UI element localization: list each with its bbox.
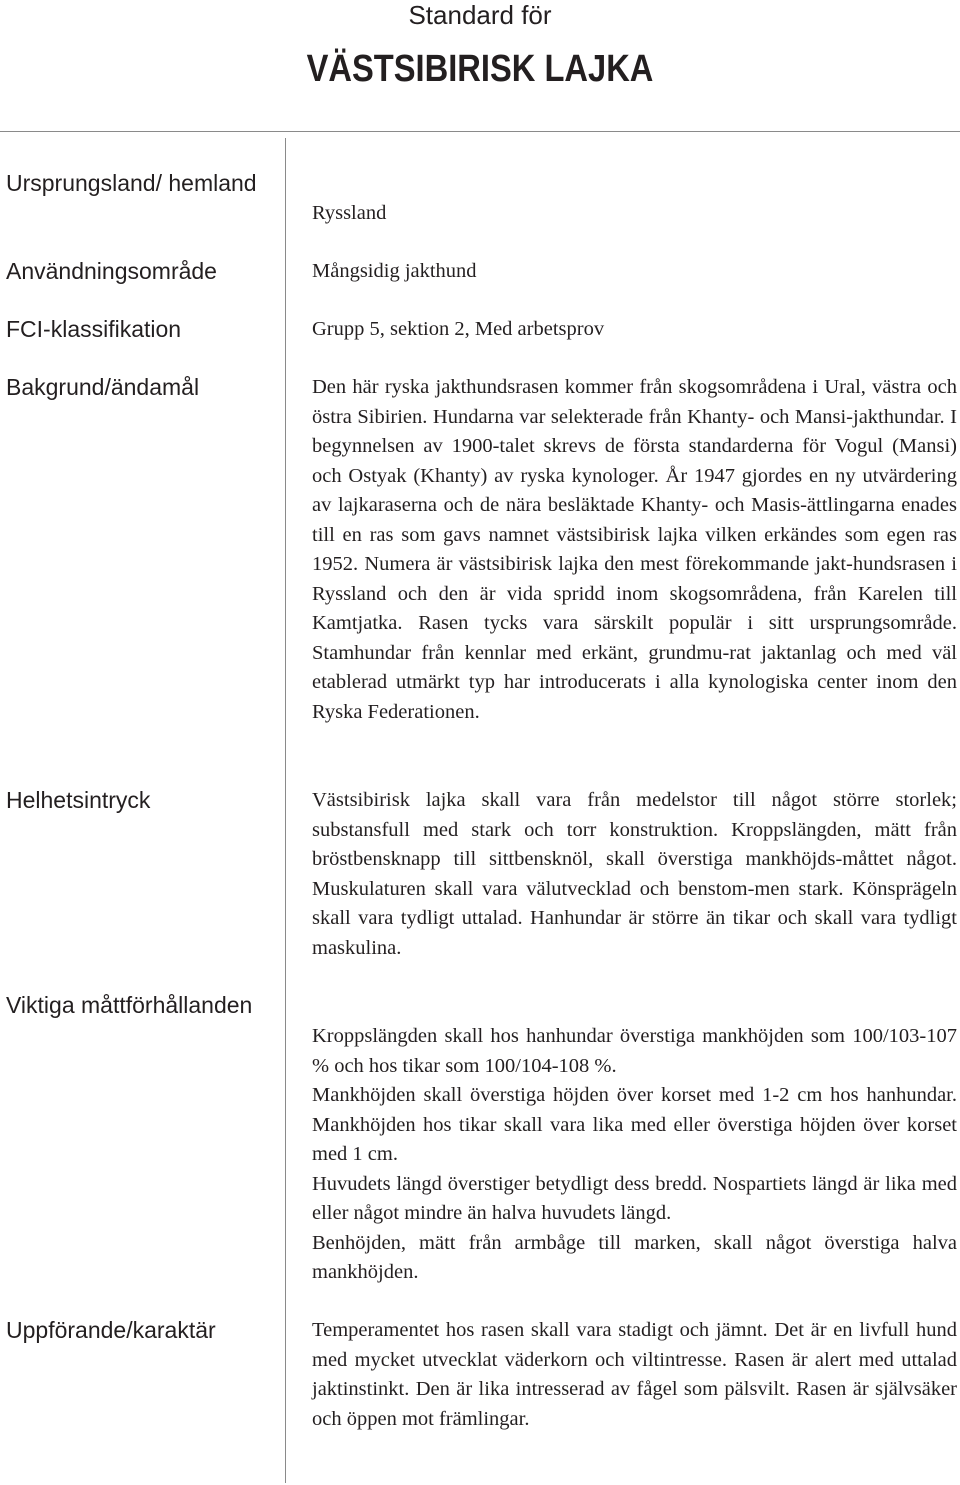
section-label-proportions: Viktiga måttförhållanden: [6, 992, 253, 1018]
paragraph: Kroppslängden skall hos hanhundar överstiga mankhöjden som 100/103-107 % och hos tikar som 100/104-108 %.: [312, 1025, 957, 1077]
paragraph: Grupp 5, sektion 2, Med arbetsprov: [312, 318, 605, 340]
column-divider: [285, 138, 286, 1483]
section-text-origin: [312, 199, 957, 229]
paragraph: Ryssland: [312, 202, 387, 224]
paragraph: Temperamentet hos rasen skall vara stadigt och jämnt. Det är en livfull hund med mycket utvecklat väderkorn och viltintresse. Rasen är alert med uttalad jaktinstinkt. Den är lika intresserad av fågel som pälsvilt. Rasen är självsäker och öppen mot främlingar.: [312, 1319, 957, 1430]
paragraph: Huvudets längd överstiger betydligt dess bredd. Nospartiets längd är lika med eller något mindre än halva huvudets längd.: [312, 1172, 957, 1224]
paragraph: Benhöjden, mätt från armbåge till marken, skall något överstiga halva mankhöjden.: [312, 1231, 957, 1283]
document-subtitle: Standard för: [408, 0, 552, 30]
section-label-origin: Ursprungsland/ hemland: [6, 170, 257, 196]
section-label-usage: Användningsområde: [6, 258, 217, 284]
paragraph: Mångsidig jakthund: [312, 260, 477, 282]
section-text-proportions: [312, 1022, 957, 1288]
section-text-behaviour: [312, 1316, 957, 1434]
section-text-general-appearance: [312, 786, 957, 963]
section-label-general-appearance: Helhetsintryck: [6, 787, 151, 813]
section-label-fci: FCI-klassifikation: [6, 316, 182, 342]
section-text-usage: [312, 257, 957, 287]
section-text-fci: [312, 315, 957, 345]
top-divider: [0, 131, 960, 132]
paragraph: Mankhöjden skall överstiga höjden över korset med 1-2 cm hos hanhundar. Mankhöjden hos tikar skall vara lika med eller överstiga höjden över korset med 1 cm.: [312, 1084, 957, 1165]
section-label-background: Bakgrund/ändamål: [6, 374, 200, 400]
section-text-background: [312, 373, 957, 727]
paragraph: Västsibirisk lajka skall vara från medelstor till något större storlek; substansfull med stark och torr konstruktion. Kroppslängden, mätt från bröstbensknapp till sittbensknöl, skall överstiga mankhöjds-måttet något. Muskulaturen skall vara välutvecklad och benstom-men stark. Könsprägeln skall vara tydligt uttalad. Hanhundar är större än tikar och skall vara tydligt maskulina.: [312, 789, 957, 959]
paragraph: Den här ryska jakthundsrasen kommer från skogsområdena i Ural, västra och östra Sibirien. Hundarna var selekterade från Khanty- och Mansi-jakthundar. I begynnelsen av 1900-talet skrevs de första standarderna för Vogul (Mansi) och Ostyak (Khanty) av ryska kynologer. År 1947 gjordes en ny utvärdering av lajkaraserna och de nära besläktade Khanty- och Masis-ättlingarna enades till en ras som gavs namnet västsibirisk lajka vilken erkändes som egen ras 1952. Numera är västsibirisk lajka den mest förekommande jakt-hundsrasen i Ryssland och den är vida spridd inom skogsområdena, från Karelen till Kamtjatka. Rasen tycks vara särskilt populär i sitt ursprungsområde. Stamhundar från kennlar med erkänt, grundmu-rat jaktanlag och med väl etablerad utmärkt typ har introducerats i alla kynologiska center inom den Ryska Federationen.: [312, 376, 957, 723]
section-label-behaviour: Uppförande/karaktär: [6, 1317, 216, 1343]
document-title: VÄSTSIBIRISK LAJKA: [306, 48, 654, 90]
